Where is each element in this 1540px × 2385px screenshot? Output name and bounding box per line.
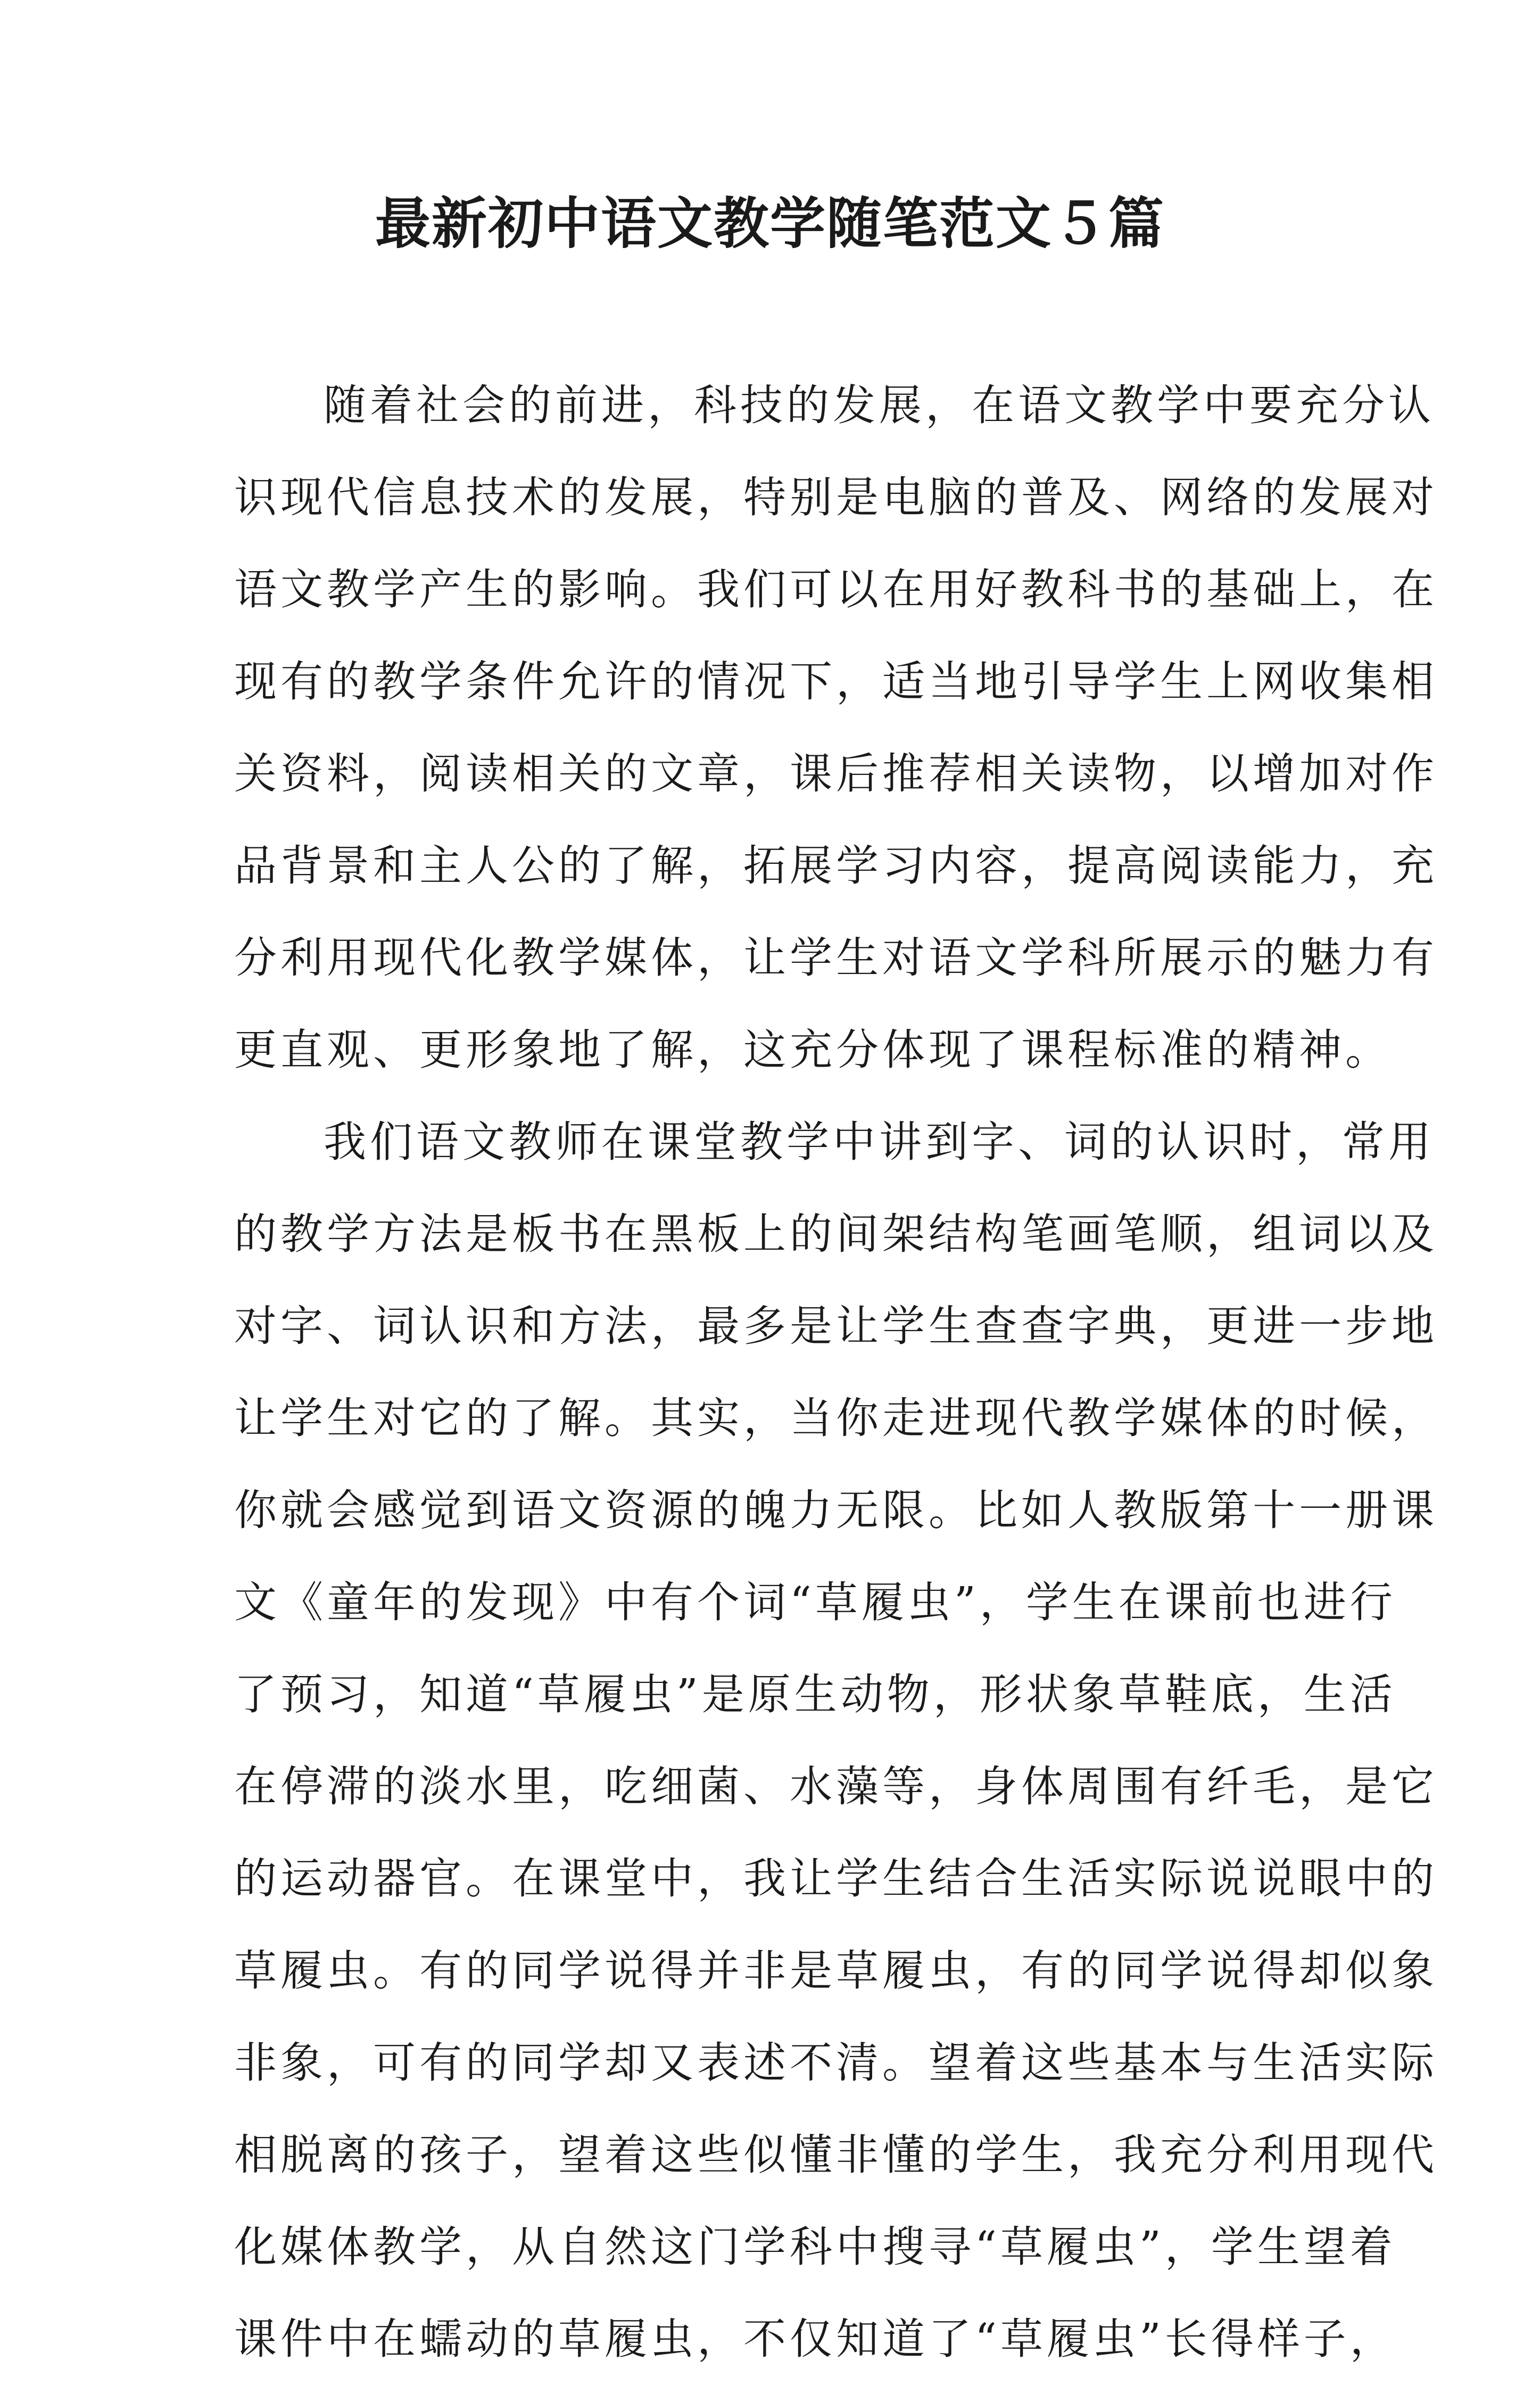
text-line: 草履虫。有的同学说得并非是草履虫，有的同学说得却似象 <box>234 1946 1438 1995</box>
text-line: 的教学方法是板书在黑板上的间架结构笔画笔顺，组词以及 <box>234 1209 1438 1259</box>
text-line: 相脱离的孩子，望着这些似懂非懂的学生，我充分利用现代 <box>234 2130 1438 2180</box>
text-line: 更直观、更形象地了解，这充分体现了课程标准的精神。 <box>234 1025 1392 1075</box>
text-line: 文《童年的发现》中有个词“草履虫”，学生在课前也进行 <box>234 1578 1396 1627</box>
text-line: 关资料，阅读相关的文章，课后推荐相关读物，以增加对作 <box>234 749 1438 798</box>
text-line: 我们语文教师在课堂教学中讲到字、词的认识时，常用 <box>324 1117 1435 1167</box>
document-title: 最新初中语文教学随笔范文５篇 <box>375 191 1165 256</box>
text-line: 在停滞的淡水里，吃细菌、水藻等，身体周围有纤毛，是它 <box>234 1762 1438 1811</box>
paragraph-1 <box>234 359 1438 1096</box>
text-line: 随着社会的前进，科技的发展，在语文教学中要充分认 <box>324 381 1435 430</box>
text-line: 对字、词认识和方法，最多是让学生查查字典，更进一步地 <box>234 1301 1438 1351</box>
text-line: 你就会感觉到语文资源的魄力无限。比如人教版第十一册课 <box>234 1486 1438 1535</box>
text-line: 课件中在蠕动的草履虫，不仅知道了“草履虫”长得样子， <box>234 2314 1396 2364</box>
text-line: 了预习，知道“草履虫”是原生动物，形状象草鞋底，生活 <box>234 1670 1396 1719</box>
text-line: 语文教学产生的影响。我们可以在用好教科书的基础上，在 <box>234 565 1438 614</box>
text-line: 识现代信息技术的发展，特别是电脑的普及、网络的发展对 <box>234 473 1438 522</box>
text-line: 品背景和主人公的了解，拓展学习内容，提高阅读能力，充 <box>234 841 1438 890</box>
paragraph-2 <box>234 1096 1438 2385</box>
text-line: 现有的教学条件允许的情况下，适当地引导学生上网收集相 <box>234 657 1438 706</box>
text-line: 非象，可有的同学却又表述不清。望着这些基本与生活实际 <box>234 2038 1438 2087</box>
text-line: 的运动器官。在课堂中，我让学生结合生活实际说说眼中的 <box>234 1854 1438 1903</box>
document-body <box>234 359 1438 2385</box>
text-line: 分利用现代化教学媒体，让学生对语文学科所展示的魅力有 <box>234 933 1438 983</box>
text-line: 让学生对它的了解。其实，当你走进现代教学媒体的时候， <box>234 1393 1438 1443</box>
text-line: 化媒体教学，从自然这门学科中搜寻“草履虫”，学生望着 <box>234 2222 1396 2272</box>
